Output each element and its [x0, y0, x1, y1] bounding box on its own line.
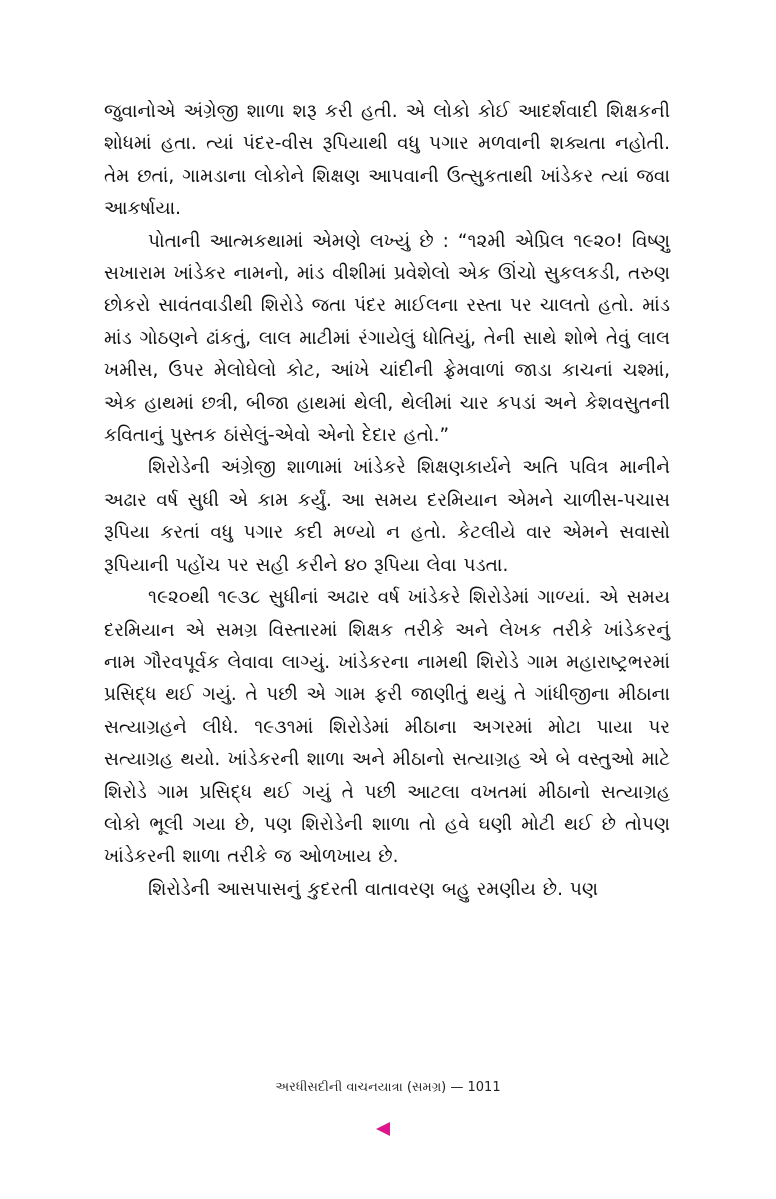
paragraph-2: પોતાની આત્મકથામાં એમણે લખ્યું છે : “૧૨મી એપ્રિલ ૧૯૨૦! વિષ્ણુ સખારામ ખાંડેકર નામનો, માંડ વીશીમાં પ્રવેશેલો એક ઊંચો સુકલકડી, તરુણ છોકરો સાવંતવાડીથી શિરોડે જતા પંદર માઈલના રસ્તા પર ચાલતો હતો. માંડ માંડ ગોઠણને ઢાંકતું, લાલ માટીમાં રંગાયેલું ધોતિયું, તેની સાથે શોભે તેવું લાલ ખમીસ, ઉપર મેલોઘેલો કોટ, આંખે ચાંદીની ફ્રેમવાળાં જાડા કાચનાં ચશ્માં, એક હાથમાં છત્રી, બીજા હાથમાં થેલી, થેલીમાં ચાર કપડાં અને કેશવસુતની કવિતાનું પુસ્તક ઠાંસેલું-એવો એનો દેદાર હતો.” — [104, 230, 670, 447]
paragraph-1: જુવાનોએ અંગ્રેજી શાળા શરૂ કરી હતી. એ લોકો કોઈ આદર્શવાદી શિક્ષકની શોધમાં હતા. ત્યાં પંદર-વીસ રૂપિયાથી વધુ પગાર મળવાની શક્યતા નહોતી. તેમ છતાં, ગામડાના લોકોને શિક્ષણ આપવાની ઉત્સુકતાથી ખાંડેકર ત્યાં જવા આકર્ષાયા. — [104, 101, 670, 220]
paragraph-3: શિરોડેની અંગ્રેજી શાળામાં ખાંડેકરે શિક્ષણકાર્યને અતિ પવિત્ર માનીને અઢાર વર્ષ સુધી એ કામ કર્યું. આ સમય દરમિયાન એમને ચાળીસ-પચાસ રૂપિયા કરતાં વધુ પગાર કદી મળ્યો ન હતો. કેટલીયે વાર એમને સવાસો રૂપિયાની પહોંચ પર સહી કરીને ૪૦ રૂપિયા લેવા પડતા. — [104, 457, 670, 576]
paragraph-5: શિરોડેની આસપાસનું કુદરતી વાતાવરણ બહુ રમણીય છે. પણ — [148, 878, 598, 900]
previous-page-arrow-icon[interactable] — [376, 1122, 390, 1136]
page-footer: અરધીસદીની વાચનયાત્રા (સમગ્ર) — 1011 — [275, 1080, 501, 1095]
paragraph-4: ૧૯૨૦થી ૧૯૩૮ સુધીનાં અઢાર વર્ષ ખાંડેકરે શિરોડેમાં ગાળ્યાં. એ સમય દરમિયાન એ સમગ્ર વિસ્તારમાં શિક્ષક તરીકે અને લેખક તરીકે ખાંડેકરનું નામ ગૌરવપૂર્વક લેવાવા લાગ્યું. ખાંડેકરના નામથી શિરોડે ગામ મહારાષ્ટ્રભરમાં પ્રસિદ્ધ થઈ ગયું. તે પછી એ ગામ ફરી જાણીતું થયું તે ગાંધીજીના મીઠાના સત્યાગ્રહને લીધે. ૧૯૩૧માં શિરોડેમાં મીઠાના અગરમાં મોટા પાયા પર સત્યાગ્રહ થયો. ખાંડેકરની શાળા અને મીઠાનો સત્યાગ્રહ એ બે વસ્તુઓ માટે શિરોડે ગામ પ્રસિદ્ધ થઈ ગયું તે પછી આટલા વખતમાં મીઠાનો સત્યાગ્રહ લોકો ભૂલી ગયા છે, પણ શિરોડેની શાળા તો હવે ઘણી મોટી થઈ છે તોપણ ખાંડેકરની શાળા તરીકે જ ઓળખાય છે. — [104, 587, 670, 868]
page-body — [104, 96, 670, 906]
